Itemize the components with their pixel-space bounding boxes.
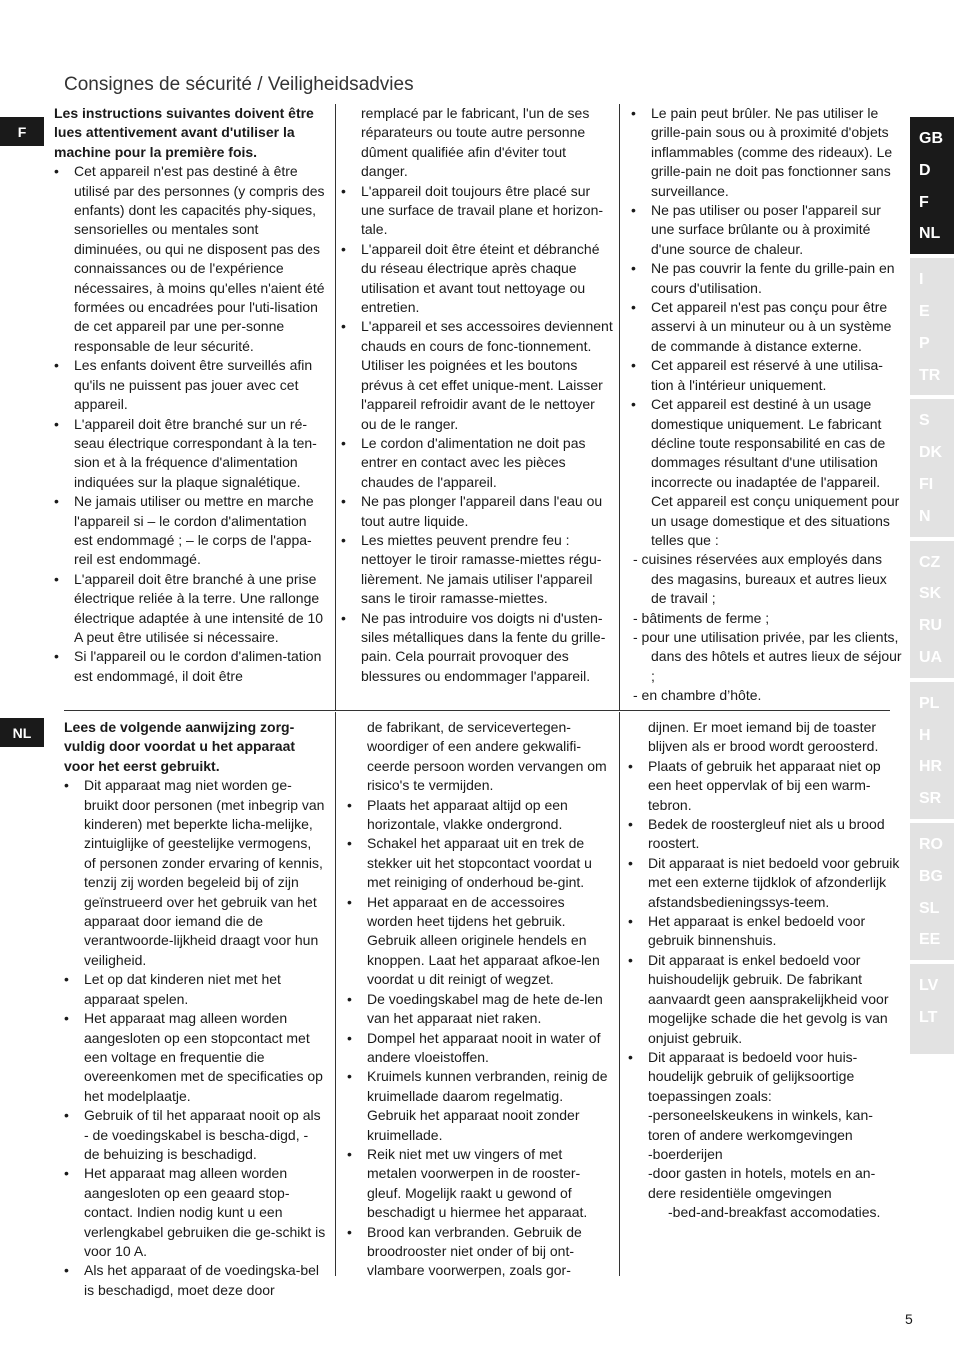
list-item: • Plaats of gebruik het apparaat niet op een heet oppervlak of bij een warm-tebron. xyxy=(628,757,903,815)
list-item: • Gebruik of til het apparaat nooit op als - de voedingskabel is bescha-digd, - de behuizing is beschadigd. xyxy=(64,1106,326,1164)
list-item: • Kruimels kunnen verbranden, reinig de kruimellade daarom regelmatig. Gebruik het apparaat nooit zonder kruimellade. xyxy=(347,1067,613,1145)
list-item: • Si l'appareil ou le cordon d'alimen-tation est endommagé, il doit être xyxy=(54,647,328,686)
language-group-3 xyxy=(910,399,954,536)
language-item-e[interactable]: E xyxy=(919,302,930,320)
list-item: • L'appareil doit toujours être placé sur une surface de travail plane et horizon-tale. xyxy=(341,182,613,240)
language-group-2 xyxy=(910,258,954,395)
language-item-dk[interactable]: DK xyxy=(919,444,943,462)
sub-item: -personeelskeukens in winkels, kan-toren of andere werkomgevingen xyxy=(648,1107,873,1143)
dash-item: - bâtiments de ferme ; xyxy=(633,609,770,626)
fr-col1-list xyxy=(54,162,328,686)
language-item-lt[interactable]: LT xyxy=(919,1008,938,1026)
language-sidebar xyxy=(910,117,954,1058)
list-item: • Het apparaat is enkel bedoeld voor gebruik binnenshuis. xyxy=(628,912,903,951)
language-item-s[interactable]: S xyxy=(919,412,930,430)
language-item-bg[interactable]: BG xyxy=(919,867,943,885)
list-item: • L'appareil doit être branché à une prise électrique reliée à la terre. Une rallonge électrique adaptée à une intensité de 10 A peut être utilisée si nécessaire. xyxy=(54,570,328,648)
language-group-7 xyxy=(910,964,954,1054)
language-item-lv[interactable]: LV xyxy=(919,977,939,995)
list-item: • Het apparaat en de accessoires worden heet tijdens het gebruik. Gebruik alleen originele hendels en knoppen. Laat het apparaat afkoe-len voordat u dit reinigt of wegzet. xyxy=(347,893,613,990)
language-item-fi[interactable]: FI xyxy=(919,475,934,493)
list-item: • L'appareil et ses accessoires deviennent chauds en cours de fonc-tionnement. Utiliser les poignées et les boutons prévus à cet effet unique-ment. Laisser l'appareil refroidir avant de le nettoyer ou de le ranger. xyxy=(341,317,613,433)
dash-item: - pour une utilisation privée, par les clients, dans des hôtels et autres lieux de séjour ; xyxy=(633,628,902,684)
list-item: • Plaats het apparaat altijd op een horizontale, vlakke ondergrond. xyxy=(347,796,613,835)
nl-column-2 xyxy=(347,718,613,1302)
language-item-n[interactable]: N xyxy=(919,507,931,525)
list-item: • Cet appareil n'est pas destiné à être utilisé par des personnes (y compris des enfants) dont les capacités phy-siques, sensorielles ou mentales sont diminuées, ou qui ne disposent pas des connaissances ou de l'expérience nécessaires, à moins qu'elles n'aient été formées ou encadrées pour l'uti-lisation de cet appareil par une per-sonne responsable de leur sécurité. xyxy=(54,162,328,356)
fr-column-1 xyxy=(54,104,328,688)
section-tag-french: F xyxy=(0,117,44,146)
section-divider xyxy=(64,710,890,711)
fr-column-3 xyxy=(631,104,903,704)
nl-column-1 xyxy=(64,718,326,1302)
page-number: 5 xyxy=(905,1311,913,1327)
list-item: • Ne pas couvrir la fente du grille-pain en cours d'utilisation. xyxy=(631,259,903,298)
fr-col3-list xyxy=(631,104,903,704)
language-item-i[interactable]: I xyxy=(919,271,924,289)
sub-item: -door gasten in hotels, motels en an-dere residentiële omgevingen xyxy=(648,1165,876,1201)
list-item: • Let op dat kinderen niet met het apparaat spelen. xyxy=(64,970,326,1009)
language-item-sl[interactable]: SL xyxy=(919,899,940,917)
list-item: • Het apparaat mag alleen worden aangesloten op een geaard stop-contact. Indien nodig kunt u een verlengkabel gebruiken die ge-schikt is voor 10 A. xyxy=(64,1164,326,1261)
language-item-ua[interactable]: UA xyxy=(919,648,943,666)
nl-col2-list xyxy=(347,796,613,1281)
fr-col2-list xyxy=(341,182,613,687)
list-item: • Les enfants doivent être surveillés afin qu'ils ne puissent pas jouer avec cet appareil. xyxy=(54,356,328,414)
sub-item: -boerderijen xyxy=(648,1145,723,1162)
language-item-ro[interactable]: RO xyxy=(919,835,943,853)
nl-column-3 xyxy=(628,718,903,1302)
dash-item: - cuisines réservées aux employés dans des magasins, bureaux et autres lieux de travail ; xyxy=(633,551,887,607)
page-title: Consignes de sécurité / Veiligheidsadvies xyxy=(64,74,414,95)
fr-intro: Les instructions suivantes doivent être lues attentivement avant d'utiliser la machine pour la première fois. xyxy=(54,105,314,160)
list-item: • Cet appareil n'est pas conçu pour être asservi à un minuteur ou à un système de commande à distance externe. xyxy=(631,298,903,356)
list-item: • Les miettes peuvent prendre feu : nettoyer le tiroir ramasse-miettes régu-lièrement. Ne jamais utiliser l'appareil sans le tiroir ramasse-miettes. xyxy=(341,531,613,609)
column-divider xyxy=(335,104,336,710)
language-item-cz[interactable]: CZ xyxy=(919,553,941,571)
list-item: • Dit apparaat mag niet worden ge-bruikt door personen (met inbegrip van kinderen) met beperkte licha-melijke, zintuiglijke of geestelijke vermogens, of personen zonder ervaring of kennis, tenzij zij worden begeleid bij of zijn geïnstrueerd over het gebruik van het apparaat door iemand die de verantwoorde-lijkheid draagt voor hun veiligheid. xyxy=(64,776,326,970)
list-item: • L'appareil doit être branché sur un ré-seau électrique correspondant à la ten-sion et à la fréquence d'alimentation indiquées sur la plaque signalétique. xyxy=(54,415,328,493)
nl-col2-lead: de fabrikant, de servicevertegen-woordiger of een andere gekwalifi-ceerde persoon worden vervangen om risico's te vermijden. xyxy=(367,719,607,794)
list-item: • L'appareil doit être éteint et débranché du réseau électrique après chaque utilisation et avant tout nettoyage ou entretien. xyxy=(341,240,613,318)
column-divider xyxy=(335,712,336,1276)
list-item: • Reik niet met uw vingers of met metalen voorwerpen in de rooster-gleuf. Mogelijk raakt u gewond of beschadigt u hiermee het apparaat. xyxy=(347,1145,613,1223)
list-item: • Het apparaat mag alleen worden aangesloten op een stopcontact met een voltage en frequentie die overeenkomen met de specificaties op het modelplaatje. xyxy=(64,1009,326,1106)
list-item: • Bedek de roostergleuf niet als u brood roostert. xyxy=(628,815,903,854)
language-item-pl[interactable]: PL xyxy=(919,694,940,712)
language-item-h[interactable]: H xyxy=(919,726,931,744)
list-item: • Cet appareil est réservé à une utilisa-tion à l'intérieur uniquement. xyxy=(631,356,903,395)
fr-col2-lead: remplacé par le fabricant, l'un de ses réparateurs ou toute autre personne dûment qualifiée afin d'éviter tout danger. xyxy=(361,105,590,180)
language-group-4 xyxy=(910,541,954,678)
list-item: • Dit apparaat is enkel bedoeld voor huishoudelijk gebruik. De fabrikant aanvaardt geen aansprakelijkheid voor mogelijke schade die het gevolg is van onjuist gebruik. xyxy=(628,951,903,1048)
language-item-d[interactable]: D xyxy=(919,161,931,179)
list-item: • Ne pas utiliser ou poser l'appareil sur une surface brûlante ou à proximité d'une source de chaleur. xyxy=(631,201,903,259)
nl-col3-list xyxy=(628,757,903,1106)
language-group-5 xyxy=(910,682,954,819)
list-item: • Dit apparaat is niet bedoeld voor gebruik met een externe tijdklok of afzonderlijk afstandsbedieningssys-teem. xyxy=(628,854,903,912)
sub-item: -bed-and-breakfast accomodaties. xyxy=(668,1204,881,1221)
language-item-nl[interactable]: NL xyxy=(919,225,941,243)
nl-col3-lead: dijnen. Er moet iemand bij de toaster blijven als er brood wordt geroosterd. xyxy=(648,719,879,755)
nl-col1-list xyxy=(64,776,326,1300)
list-item: • Cet appareil est destiné à un usage domestique uniquement. Le fabricant décline toute responsabilité en cas de dommages résultant d'une utilisation incorrecte ou inadaptée de l'appareil. Cet appareil est conçu uniquement pour un usage domestique et des situations telles que : xyxy=(631,395,903,550)
language-group-6 xyxy=(910,823,954,960)
language-item-sk[interactable]: SK xyxy=(919,585,942,603)
language-group-1 xyxy=(910,117,954,254)
language-item-gb[interactable]: GB xyxy=(919,130,943,147)
list-item: • Ne pas introduire vos doigts ni d'usten-siles métalliques dans la fente du grille-pain. Cela pourrait provoquer des blessures ou endommager l'appareil. xyxy=(341,609,613,687)
language-item-f[interactable]: F xyxy=(919,193,929,211)
language-item-ru[interactable]: RU xyxy=(919,617,943,635)
list-item: • Schakel het apparaat uit en trek de stekker uit het stopcontact voordat u met reiniging of onderhoud be-gint. xyxy=(347,834,613,892)
list-item: • Als het apparaat of de voedingska-bel is beschadigd, moet deze door xyxy=(64,1261,326,1300)
list-item: • Le cordon d'alimentation ne doit pas entrer en contact avec les pièces chaudes de l'appareil. xyxy=(341,434,613,492)
dash-item: - en chambre d’hôte. xyxy=(633,687,762,704)
language-item-p[interactable]: P xyxy=(919,334,930,352)
language-item-hr[interactable]: HR xyxy=(919,758,943,776)
list-item: • Dit apparaat is bedoeld voor huis-houdelijk gebruik of gelijksoortige toepassingen zoals: xyxy=(628,1048,903,1106)
nl-intro: Lees de volgende aanwijzing zorg-vuldig door voordat u het apparaat voor het eerst gebruikt. xyxy=(64,719,296,774)
list-item: • De voedingskabel mag de hete de-len van het apparaat niet raken. xyxy=(347,990,613,1029)
list-item: • Brood kan verbranden. Gebruik de broodrooster niet onder of bij ont-vlambare voorwerpen, zoals gor- xyxy=(347,1223,613,1281)
language-item-ee[interactable]: EE xyxy=(919,931,941,949)
language-item-sr[interactable]: SR xyxy=(919,790,942,808)
language-item-tr[interactable]: TR xyxy=(919,366,941,384)
list-item: • Ne jamais utiliser ou mettre en marche l'appareil si – le cordon d'alimentation est endommagé ; – le corps de l'appa-reil est endommagé. xyxy=(54,492,328,570)
fr-column-2 xyxy=(341,104,613,688)
list-item: • Le pain peut brûler. Ne pas utiliser le grille-pain sous ou à proximité d'objets inflammables (comme des rideaux). Le grille-pain ne doit pas fonctionner sans surveillance. xyxy=(631,104,903,201)
column-divider xyxy=(619,104,620,710)
section-tag-dutch: NL xyxy=(0,718,44,747)
list-item: • Dompel het apparaat nooit in water of andere vloeistoffen. xyxy=(347,1029,613,1068)
column-divider xyxy=(619,712,620,1276)
list-item: • Ne pas plonger l'appareil dans l'eau ou tout autre liquide. xyxy=(341,492,613,531)
